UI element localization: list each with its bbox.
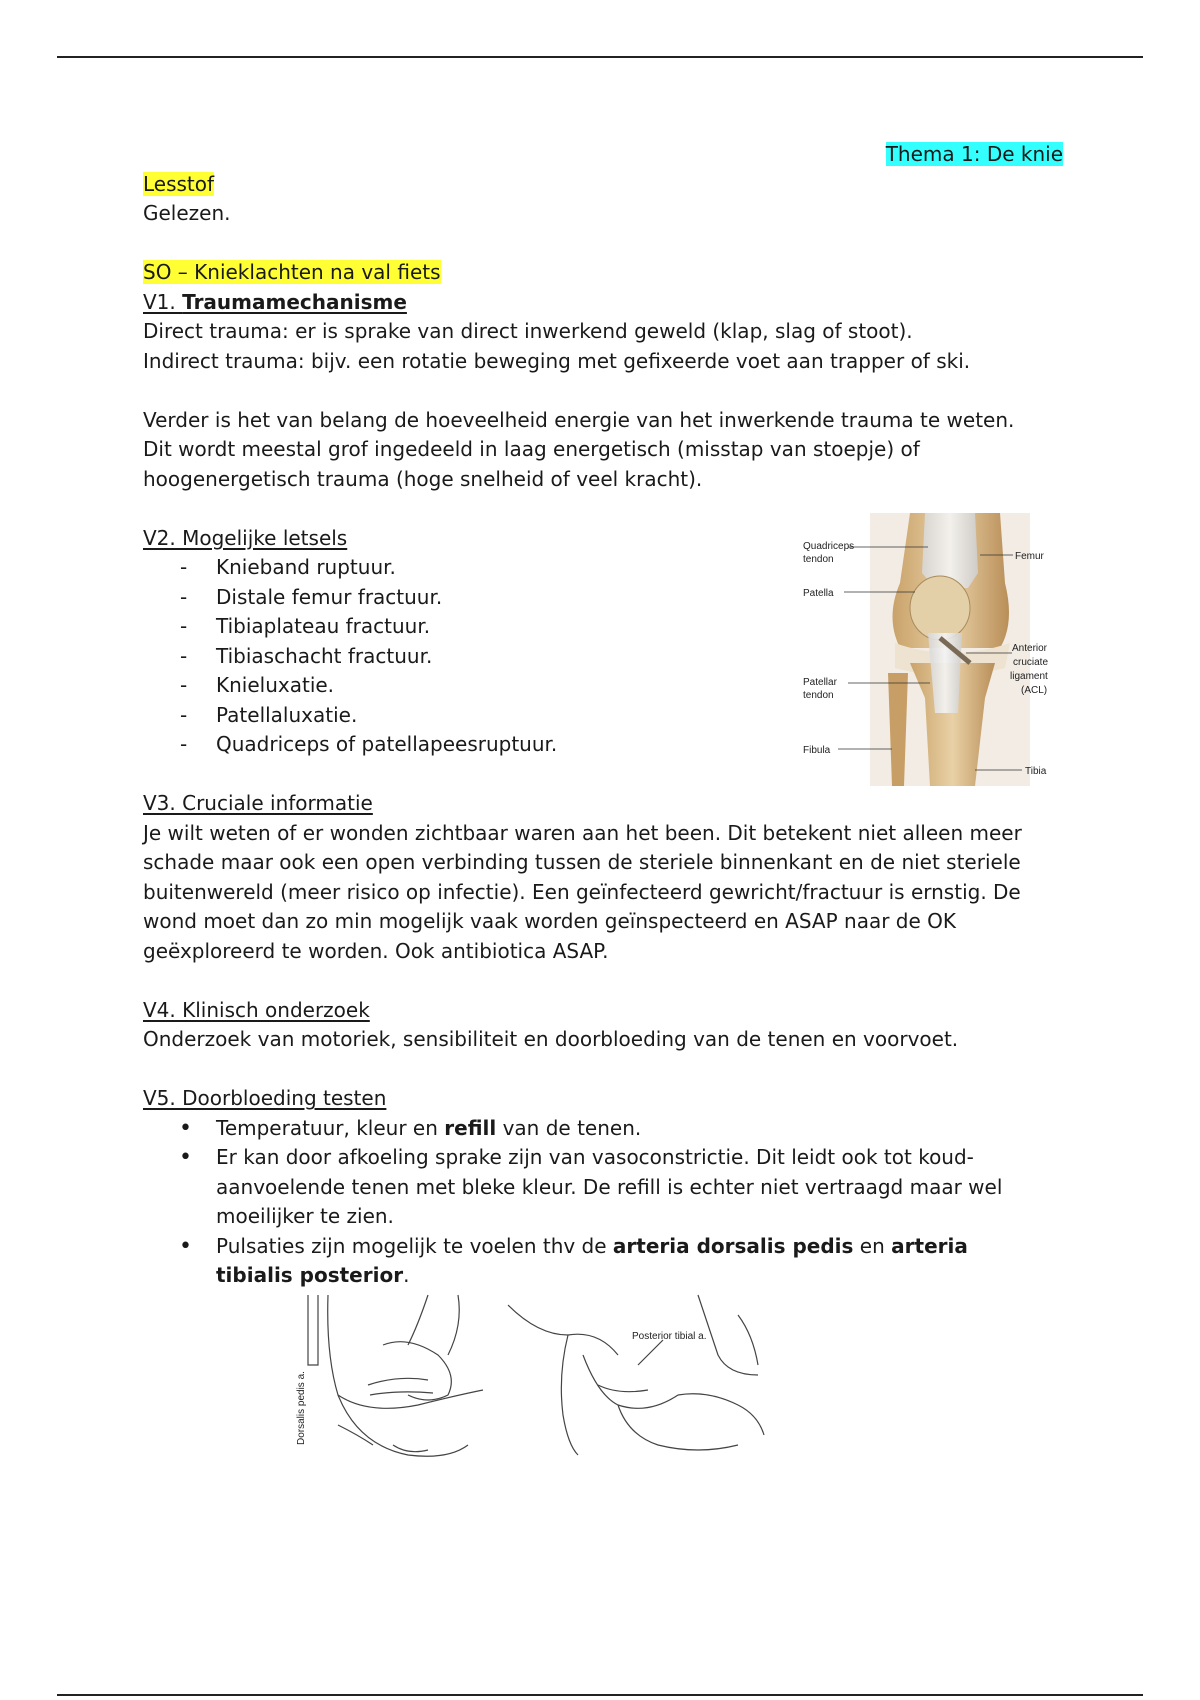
label-tibia: Tibia xyxy=(1025,766,1047,777)
header-rule xyxy=(57,56,1143,58)
list-item: - Patellaluxatie. xyxy=(143,701,1063,731)
label-anterior: Anterior xyxy=(1012,643,1048,654)
label-quadriceps-tendon: tendon xyxy=(803,554,834,565)
patella-shape xyxy=(910,576,970,640)
label-dorsalis-pedis: Dorsalis pedis a. xyxy=(296,1371,307,1445)
lesstof-heading: Lesstof xyxy=(143,171,215,196)
label-ligament: ligament xyxy=(1010,671,1048,682)
list-item: - Knieluxatie. xyxy=(143,671,1063,701)
v1-energy-paragraph: Verder is het van belang de hoeveelheid energie van het inwerkende trauma te weten. Dit wordt meestal grof ingedeeld in laag energetisch (misstap van stoepje) of hoogenergetisch trauma (hoge snelheid of veel kracht). xyxy=(143,407,1015,491)
v4-heading: V4. Klinisch onderzoek xyxy=(143,997,370,1022)
v5-bullet-list xyxy=(143,1114,1003,1291)
label-acl: (ACL) xyxy=(1021,685,1048,696)
pulse-palpation-figure xyxy=(298,1295,764,1470)
v5-heading: V5. Doorbloeding testen xyxy=(143,1086,387,1110)
v3-heading: V3. Cruciale informatie xyxy=(143,791,373,815)
list-item: - Tibiaschacht fractuur. xyxy=(143,642,1063,672)
label-femur: Femur xyxy=(1015,551,1044,562)
list-item: • Pulsaties zijn mogelijk te voelen thv de arteria dorsalis pedis en arteria tibialis posterior. xyxy=(143,1232,1003,1291)
knee-anatomy-figure xyxy=(800,513,1060,786)
so-heading: SO – Knieklachten na val fiets xyxy=(143,260,441,284)
list-item: • Er kan door afkoeling sprake zijn van vasoconstrictie. Dit leidt ook tot koud-aanvoelende tenen met bleke kleur. De refill is echter niet vertraagd maar wel moeilijker te zien. xyxy=(143,1143,1003,1232)
lesstof-text: Gelezen. xyxy=(143,201,231,225)
v4-text: Onderzoek van motoriek, sensibiliteit en doorbloeding van de tenen en voorvoet. xyxy=(143,1027,959,1051)
list-item: • Temperatuur, kleur en refill van de tenen. xyxy=(143,1114,1003,1144)
label-patellar: Patellar xyxy=(803,677,837,688)
label-patella: Patella xyxy=(803,588,834,599)
list-item: - Tibiaplateau fractuur. xyxy=(143,612,1063,642)
label-patellar-tendon: tendon xyxy=(803,690,834,701)
v1-heading: V1. Traumamechanisme xyxy=(143,289,407,314)
posterior-tibial-drawing xyxy=(508,1295,764,1455)
footer-rule xyxy=(57,1694,1143,1696)
v1-direct-trauma: Direct trauma: er is sprake van direct inwerkend geweld (klap, slag of stoot). xyxy=(143,319,913,343)
label-posterior-tibial: Posterior tibial a. xyxy=(632,1331,707,1342)
label-fibula: Fibula xyxy=(803,745,831,756)
v3-text: Je wilt weten of er wonden zichtbaar waren aan het been. Dit betekent niet alleen meer schade maar ook een open verbinding tussen de steriele binnenkant en de niet steriele buitenwereld (meer risico op infectie). Een geïnfecteerd gewricht/fractuur is ernstig. De wond moet dan zo min mogelijk vaak worden geïnspecteerd en ASAP naar de OK geëxploreerd te worden. Ook antibiotica ASAP. xyxy=(143,820,1022,963)
v1-indirect-trauma: Indirect trauma: bijv. een rotatie beweging met gefixeerde voet aan trapper of ski. xyxy=(143,348,971,373)
list-item: - Quadriceps of patellapeesruptuur. xyxy=(143,730,1063,760)
theme-title: Thema 1: De knie xyxy=(885,142,1063,166)
list-item: - Knieband ruptuur. xyxy=(143,553,1063,583)
label-quadriceps: Quadriceps xyxy=(803,541,855,552)
v2-heading: V2. Mogelijke letsels xyxy=(143,525,348,550)
quadriceps-tendon-shape xyxy=(922,513,978,588)
dorsalis-pedis-drawing xyxy=(308,1295,483,1456)
list-item: - Distale femur fractuur. xyxy=(143,583,1063,613)
label-cruciate: cruciate xyxy=(1013,657,1049,668)
